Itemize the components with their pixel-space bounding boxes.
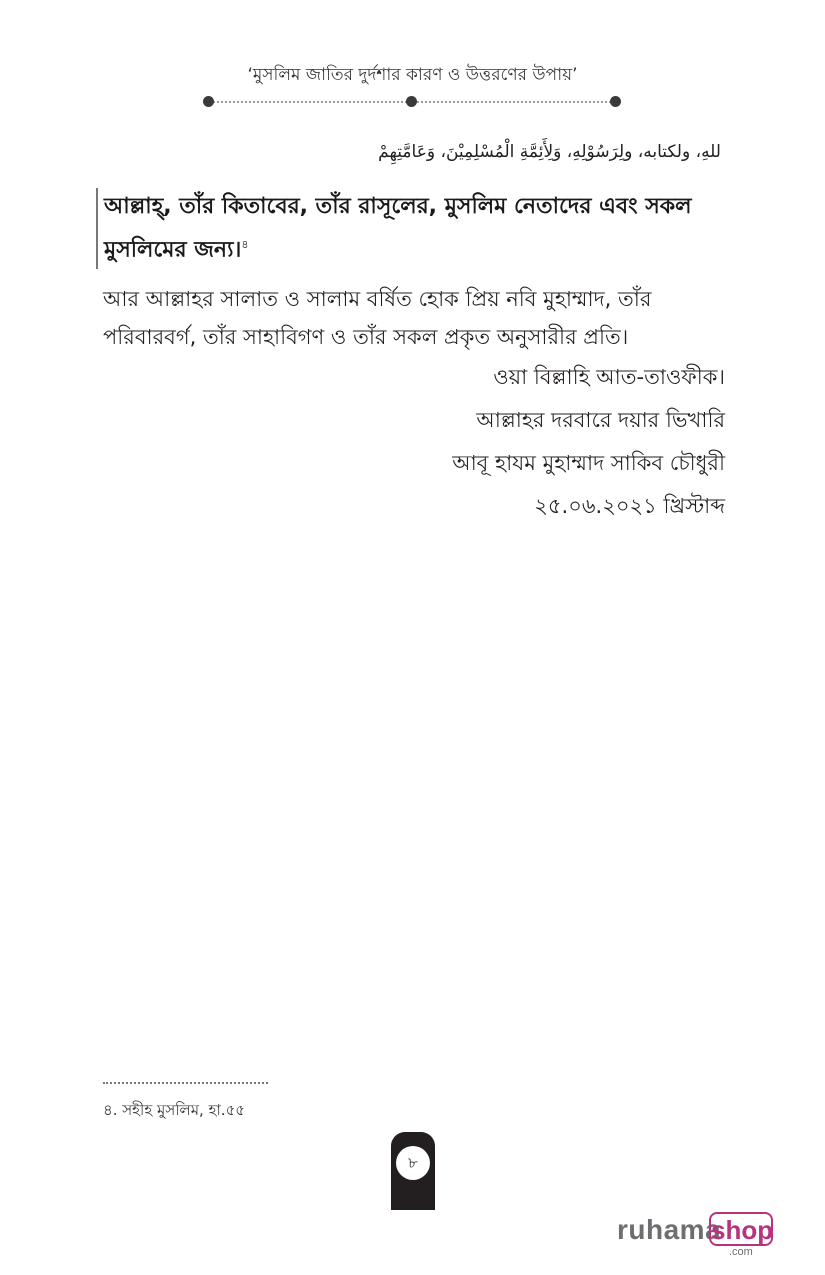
dot-center-icon (406, 96, 417, 107)
quote-block (96, 188, 732, 269)
author-name: আবূ হাযম মুহাম্মাদ সাকিব চৌধুরী (452, 451, 725, 475)
footnote-separator (103, 1082, 268, 1084)
logo-text-ruhama: ruhama (617, 1214, 722, 1245)
page-number: ৮ (396, 1146, 430, 1180)
body-paragraph: আর আল্লাহর সালাত ও সালাম বর্ষিত হোক প্রিয় নবি মুহাম্মাদ, তাঁর পরিবারবর্গ, তাঁর সাহাবিগণ ও তাঁর সকল প্রকৃত অনুসারীর প্রতি। (103, 287, 652, 349)
page-number-tab (391, 1132, 435, 1210)
signoff-line-2: আল্লাহর দরবারে দয়ার ভিখারি (476, 408, 725, 432)
header-ornament-rule (203, 94, 621, 110)
signoff-line-1: ওয়া বিল্লাহি আত-তাওফীক। (493, 365, 725, 389)
footnote: ৪. সহীহ মুসলিম, হা.৫৫ (103, 1101, 246, 1119)
signoff-block (225, 356, 725, 528)
dot-left-icon (203, 96, 214, 107)
ruhamashop-logo[interactable] (617, 1212, 777, 1260)
logo-text-com: .com (729, 1246, 753, 1258)
logo-text-shop: shop (709, 1212, 773, 1246)
quote-text: আল্লাহ্‌, তাঁর কিতাবের, তাঁর রাসূলের, মুসলিম নেতাদের এবং সকল মুসলিমের জন্য। (104, 194, 692, 263)
arabic-hadith-line: للهِ، ولكتابه، ولِرَسُوْلِهِ، وَلِأَئِمَّةِ الْمُسْلِمِيْنَ، وَعَامَّتِهِمْ (378, 142, 721, 162)
signoff-date: ২৫.০৬.২০২১ খ্রিস্টাব্দ (534, 494, 725, 518)
footnote-mark[interactable]: ৪ (241, 238, 249, 251)
dot-right-icon (610, 96, 621, 107)
running-head: ‘মুসলিম জাতির দুর্দশার কারণ ও উত্তরণের উপায়’ (247, 65, 578, 85)
